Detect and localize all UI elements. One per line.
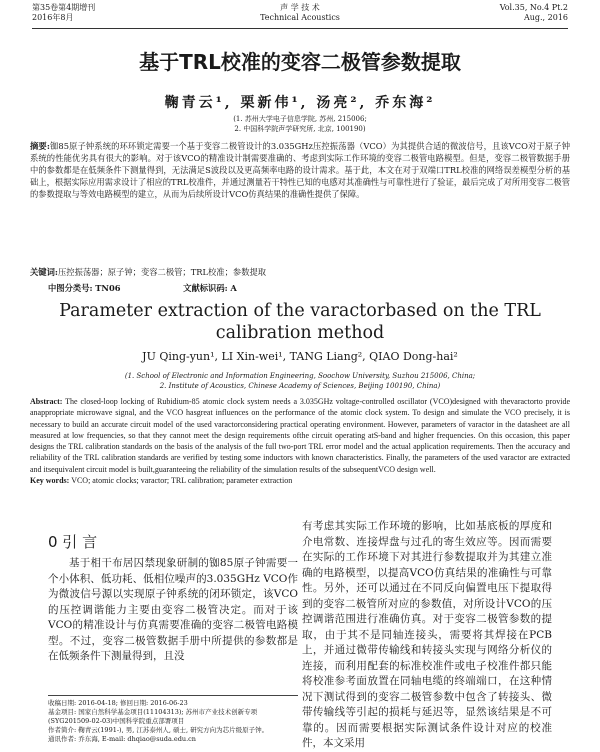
classification-line: 中图分类号: TN06 文献标识码: A	[48, 283, 237, 293]
en-authors: JU Qing-yun¹, LI Xin-wei¹, TANG Liang², QIAO Dong-hai²	[142, 350, 458, 363]
cn-keywords-label: 关键词:	[30, 267, 58, 277]
body-text-left: 基于相干布居囚禁现象研制的铷85原子钟需要一个小体积、低功耗、低相位噪声的3.035GHz VCO作为微波信号源以实现原子钟系统的闭环锁定，该VCO的压控调谐能力主要由变容二极管决定。而对于该VCO的精准设计与仿真需要准确的变容二极管电路模型。不过，变容二极管数据手册中所提供的参数都是在低频条件下测量得到，且没	[48, 557, 298, 662]
cn-abstract	[30, 140, 570, 200]
cn-authors: 鞠青云¹, 栗新伟¹, 汤亮², 乔东海²	[164, 95, 436, 111]
en-abstract-label: Abstract:	[30, 397, 63, 406]
footnote-block: 收稿日期: 2016-04-18; 修回日期: 2016-06-23 基金项目: 国家自然科学基金项目(11104313); 苏州市产业技术创新专项(SYG201509-02-03)中国科学院重点部署项目 作者简介: 鞠青云(1991-), 男, 江苏泰州人, 硕士, 研究方向为芯片级原子钟。 通讯作者: 乔东海, E-mail: dhqiao@suda.edu.cn	[48, 695, 298, 744]
body-text-right: 有考虑其实际工作环境的影响，比如基底板的厚度和介电常数、连接焊盘与过孔的寄生效应等。因而需要在实际的工作环境下对其进行参数提取并为其建立准确的电路模型，以提高VCO仿真结果的准确性与可靠性。另外，还可以通过在不同反向偏置电压下提取得到的变容二极管所对应的参数值，对所设计VCO的压控调谐范围进行准确仿真。对于变容二极管参数的提取，由于其不是同轴连接头，需要将其焊接在PCB上，并通过微带传输线和转接头实现与网络分析仪的连接，而利用配套的标准校准件或电子校准件都只能将校准参考面放置在同轴电缆的终端端口，在这种情况下测试得到的变容二极管参数中包含了转接头、微带传输线等引起的损耗与延迟等，显然该结果是不可靠的。因而需要根据实际测试条件设计对应的校准件，本文采用	[302, 520, 552, 749]
en-abstract	[30, 396, 570, 486]
en-affiliation-2: 2. Institute of Acoustics, Chinese Academy of Sciences, Beijing 100190, China)	[159, 382, 441, 390]
class-value: TN06	[95, 283, 121, 293]
cn-keywords-text: 压控振荡器；原子钟；变容二极管；TRL校准；参数提取	[57, 267, 267, 277]
code-value: A	[230, 283, 237, 293]
cn-abstract-label: 摘要:	[30, 141, 50, 151]
cn-title: 基于TRL校准的变容二极管参数提取	[139, 50, 461, 74]
header-left: 第35卷第4期增刊 2016年8月	[32, 3, 96, 22]
en-abstract-text: The closed-loop locking of Rubidium-85 atomic clock system needs a 3.035GHz voltage-controlled oscillator (VCO)designed with thevaractorto provide anappropriate microwave signal, and the VCO hasgreat influences on the performance of the atomic clock system. To design and simulate the VCO precisely, it is necessary to build an accurate circuit model of the used varactorconsidering practical operating environment. However, parameters of varactor in the datasheet are all measured at low frequencies, so that they cannot meet the design requirements ofthe circuit operating atS-band and higher frequencies. On this occasion, this paper designs the TRL calibration standards on the basis of the analysis of the full two-port TRL error model and the actual application requirements. Then the accuracy and reliability of the TRL calibration standards are verified by testing some inductors with known characteristics. Finally, the parameters of the used varactor are extracted and itsequivalent circuit model is built,guaranteeing the reliability of the simulation results of the subsequentVCO design well.	[30, 397, 570, 474]
en-title: Parameter extraction of the varactorbased on the TRL calibration method	[59, 301, 541, 343]
cn-abstract-text: 铷85原子钟系统的环环锁定需要一个基于变容二极管设计的3.035GHz压控振荡器（VCO）为其提供合适的微波信号，且该VCO对于原子钟系统的性能优劣具有很大的影响。对于该VCO的精准设计制需要准确的、考虑到实际工作环境的变容二极管电路模型。但是，变容二极管数据手册中的参数都是在低频条件下测量得到，无法满足S波段以及更高频率电路的设计需求。基于此，本文在对于双端口TRL校准的网络误差模型分析的基础上，根据实际应用需求设计了相应的TRL校准件，并通过测量若干特性已知的电感对其准确性与可靠性进行了验证，最后完成了对所用变容二极管的参数提取与等效电路模型的建立，从而为后续所设计VCO仿真结果的准确性提供了保障。	[30, 141, 570, 199]
section-heading-intro: 0 引 言	[48, 533, 98, 551]
running-header	[32, 0, 568, 29]
en-keywords: Key words: VCO; atomic clocks; varactor; TRL calibration; parameter extraction	[30, 476, 293, 486]
cn-affiliation-1: (1. 苏州大学电子信息学院, 苏州, 215006;	[233, 115, 367, 123]
header-center: 声 学 技 术 Technical Acoustics	[260, 3, 340, 22]
header-right: Vol.35, No.4 Pt.2 Aug., 2016	[499, 3, 568, 22]
cn-keywords	[30, 266, 570, 278]
en-affiliation-1: (1. School of Electronic and Information Engineering, Soochow University, Suzhou 215006, China;	[124, 372, 476, 380]
cn-affiliation-2: 2. 中国科学院声学研究所, 北京, 100190)	[234, 125, 366, 133]
